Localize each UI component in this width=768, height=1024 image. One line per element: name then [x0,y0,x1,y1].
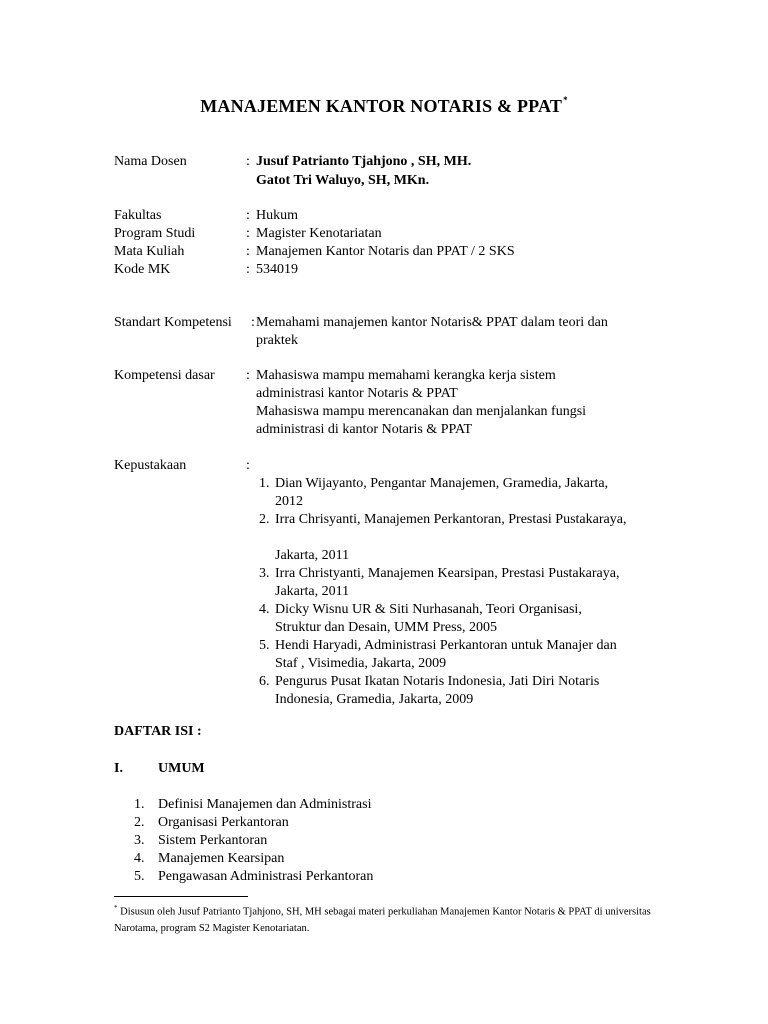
toc-heading: DAFTAR ISI : [114,724,202,739]
reference-text: Dian Wijayanto, Pengantar Manajemen, Gramedia, Jakarta, [275,476,609,491]
colon: : [246,208,250,223]
toc-item-number: 3. [134,833,145,848]
toc-item-number: 1. [134,797,145,812]
colon: : [246,368,250,383]
footnote-text: Disusun oleh Jusuf Patrianto Tjahjono, SH, MH sebagai materi perkuliahan Manajemen Kantor Notaris & PPAT di universitas Narotama, program S2 Magister Kenotariatan. [114,906,651,934]
document-title [0,96,768,117]
value-kompetensi-2: Mahasiswa mampu merencanakan dan menjalankan fungsi administrasi di kantor Notaris & PPAT [256,404,587,437]
label-kompetensi-dasar: Kompetensi dasar [114,368,215,383]
toc-item-number: 2. [134,815,145,830]
reference-text: Irra Christyanti, Manajemen Kearsipan, Prestasi Pustakaraya, [275,566,620,581]
reference-text-cont: Staf , Visimedia, Jakarta, 2009 [275,656,447,671]
toc-item-text: Pengawasan Administrasi Perkantoran [158,869,374,884]
label-program-studi: Program Studi [114,226,196,241]
reference-text-cont: 2012 [275,494,303,509]
value-kode-mk: 534019 [256,262,298,277]
footnote [114,900,654,937]
toc-item-text: Sistem Perkantoran [158,833,268,848]
title-text: MANAJEMEN KANTOR NOTARIS & PPAT [200,96,563,116]
reference-text-cont: Struktur dan Desain, UMM Press, 2005 [275,620,498,635]
reference-text: Dicky Wisnu UR & Siti Nurhasanah, Teori Organisasi, [275,602,582,617]
toc-item-number: 5. [134,869,145,884]
title-footnote-marker: * [563,95,568,105]
footnote-divider [114,896,248,897]
toc-item-text: Definisi Manajemen dan Administrasi [158,797,372,812]
label-nama-dosen: Nama Dosen [114,154,187,169]
reference-text: Pengurus Pusat Ikatan Notaris Indonesia, Jati Diri Notaris [275,674,600,689]
value-standar-kompetensi: Memahami manajemen kantor Notaris& PPAT dalam teori dan praktek [256,315,608,348]
value-mata-kuliah: Manajemen Kantor Notaris dan PPAT / 2 SKS [256,244,515,259]
section-number: I. [114,761,123,776]
footnote-marker: * [114,904,118,912]
label-mata-kuliah: Mata Kuliah [114,244,185,259]
value-dosen-2: Gatot Tri Waluyo, SH, MKn. [256,173,430,188]
reference-number: 4. [259,602,270,617]
label-kepustakaan: Kepustakaan [114,458,187,473]
section-title: UMUM [158,761,205,776]
row-nama-dosen [114,153,674,193]
value-program-studi: Magister Kenotariatan [256,226,382,241]
reference-text: Hendi Haryadi, Administrasi Perkantoran untuk Manajer dan [275,638,617,653]
value-kompetensi-1: Mahasiswa mampu memahami kerangka kerja sistem administrasi kantor Notaris & PPAT [256,368,556,401]
toc-item-text: Organisasi Perkantoran [158,815,289,830]
colon: : [246,244,250,259]
value-fakultas: Hukum [256,208,298,223]
toc-item-text: Manajemen Kearsipan [158,851,285,866]
label-standar-kompetensi: Standart Kompetensi [114,315,232,330]
reference-text-cont: Indonesia, Gramedia, Jakarta, 2009 [275,692,474,707]
label-fakultas: Fakultas [114,208,162,223]
colon: : [246,458,250,473]
toc-item-number: 4. [134,851,145,866]
label-kode-mk: Kode MK [114,262,171,277]
reference-number: 6. [259,674,270,689]
toc-section [114,761,205,777]
value-dosen-1: Jusuf Patrianto Tjahjono , SH, MH. [256,154,472,169]
colon: : [246,226,250,241]
reference-text: Irra Chrisyanti, Manajemen Perkantoran, Prestasi Pustakaraya, [275,512,627,527]
colon: : [246,262,250,277]
reference-number: 3. [259,566,270,581]
colon: : [246,154,250,169]
reference-number: 1. [259,476,270,491]
reference-number: 2. [259,512,270,527]
reference-text-cont: Jakarta, 2011 [275,584,350,599]
colon: : [251,315,255,330]
reference-text-cont: Jakarta, 2011 [275,548,350,563]
reference-number: 5. [259,638,270,653]
